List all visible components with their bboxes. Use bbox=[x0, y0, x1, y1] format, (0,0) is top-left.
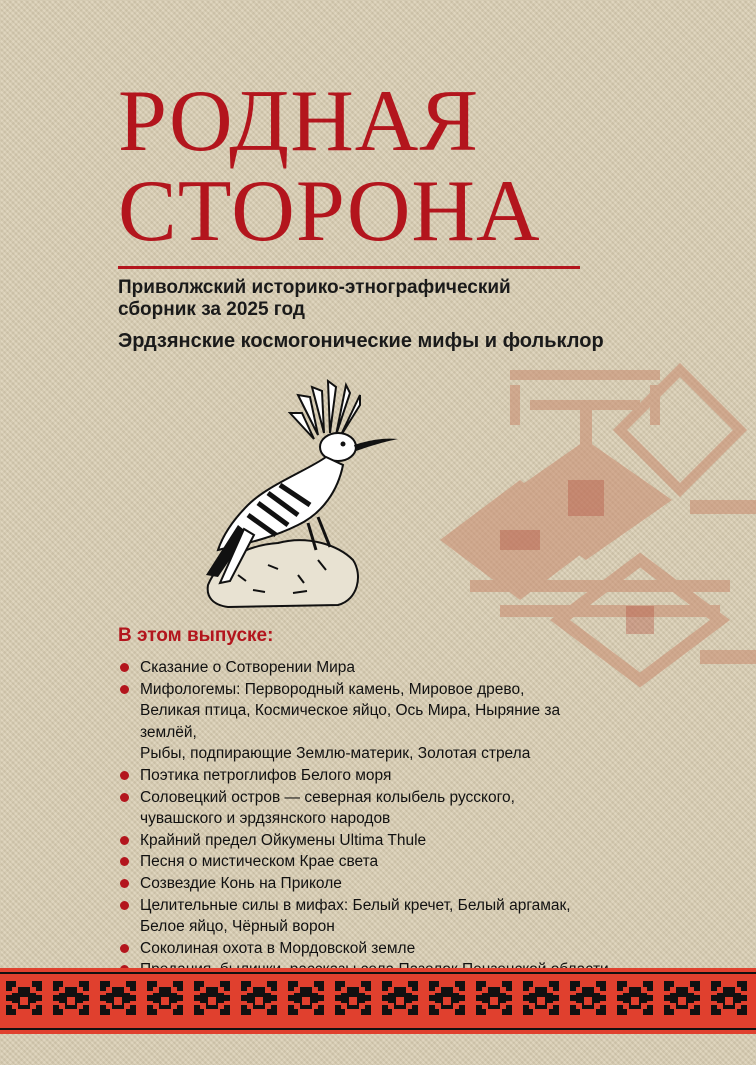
border-motif-center bbox=[114, 997, 122, 1005]
list-item: Соколиная охота в Мордовской земле bbox=[118, 938, 618, 960]
border-motif-center bbox=[631, 997, 639, 1005]
list-item: Сказание о Сотворении Мира bbox=[118, 657, 618, 679]
in-issue-heading: В этом выпуске: bbox=[118, 625, 274, 646]
list-item: Крайний предел Ойкумены Ultima Thule bbox=[118, 830, 618, 852]
list-item: Созвездие Конь на Приколе bbox=[118, 873, 618, 895]
embroidery-ornament bbox=[440, 330, 756, 700]
bullet-icon bbox=[120, 771, 129, 780]
list-item: Соловецкий остров — северная колыбель русского, чувашского и эрдзянского народов bbox=[118, 787, 618, 830]
hoopoe-bird-illustration bbox=[198, 375, 408, 610]
bullet-icon bbox=[120, 901, 129, 910]
contents-list bbox=[118, 657, 618, 981]
bullet-icon bbox=[120, 836, 129, 845]
subtitle-line-2: сборник за 2025 год bbox=[118, 299, 305, 320]
list-item: Песня о мистическом Крае света bbox=[118, 851, 618, 873]
bullet-icon bbox=[120, 857, 129, 866]
bullet-icon bbox=[120, 793, 129, 802]
list-item: Целительные силы в мифах: Белый кречет, Белый аргамак, Белое яйцо, Чёрный ворон bbox=[118, 895, 618, 938]
bullet-icon bbox=[120, 663, 129, 672]
border-motif-center bbox=[396, 997, 404, 1005]
border-motif-center bbox=[20, 997, 28, 1005]
ornamental-border-band bbox=[0, 968, 756, 1034]
border-motif-center bbox=[302, 997, 310, 1005]
border-motif-center bbox=[678, 997, 686, 1005]
title-rule bbox=[118, 266, 580, 269]
subtitle-line-1: Приволжский историко-этнографический bbox=[118, 277, 511, 298]
border-motif-center bbox=[725, 997, 733, 1005]
bullet-icon bbox=[120, 685, 129, 694]
bullet-icon bbox=[120, 879, 129, 888]
bullet-icon bbox=[120, 944, 129, 953]
border-motif-center bbox=[443, 997, 451, 1005]
subtitle-theme: Эрдзянские космогонические мифы и фольклор bbox=[118, 330, 604, 352]
border-motif-center bbox=[255, 997, 263, 1005]
border-motif-center bbox=[349, 997, 357, 1005]
border-motif-center bbox=[584, 997, 592, 1005]
border-motif-center bbox=[537, 997, 545, 1005]
border-motif-center bbox=[67, 997, 75, 1005]
border-motif-center bbox=[208, 997, 216, 1005]
border-motif-center bbox=[490, 997, 498, 1005]
border-motif-center bbox=[161, 997, 169, 1005]
list-item: Мифологемы: Первородный камень, Мировое древо, Великая птица, Космическое яйцо, Ось Мира, Ныряние за землёй, Рыбы, подпирающие Землю-материк, Золотая стрела bbox=[118, 679, 618, 765]
title-line-2: СТОРОНА bbox=[118, 163, 541, 260]
list-item: Поэтика петроглифов Белого моря bbox=[118, 765, 618, 787]
title-line-1: РОДНАЯ bbox=[118, 73, 480, 170]
